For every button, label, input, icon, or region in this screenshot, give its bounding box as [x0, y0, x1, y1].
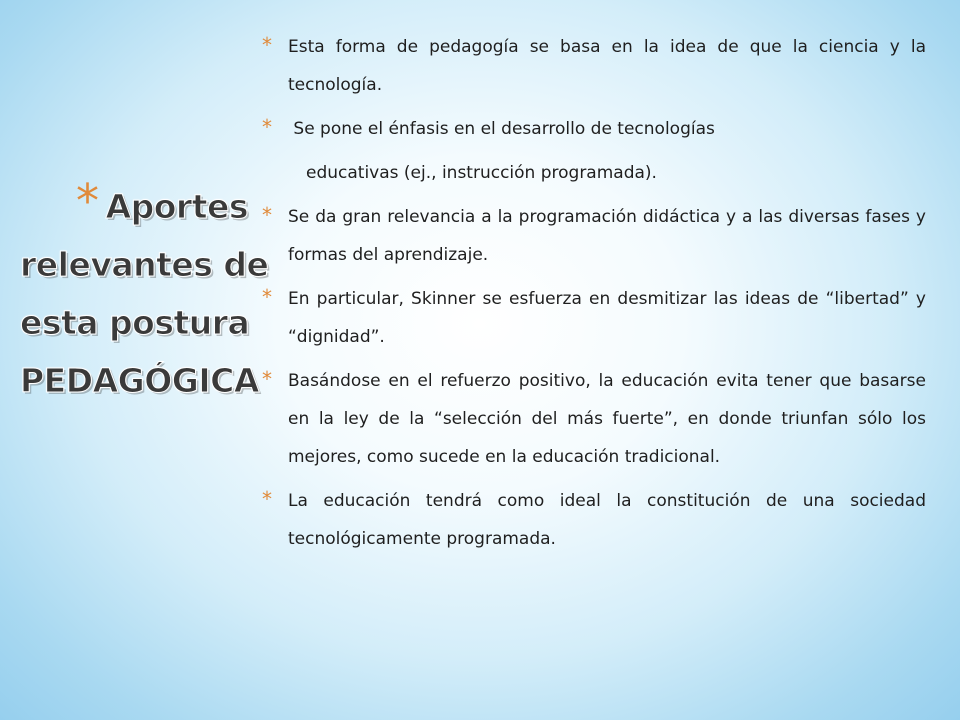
bullet-text: En particular, Skinner se esfuerza en desmitizar las ideas de “libertad” y “dignidad”. — [288, 289, 926, 347]
bullet-text: Esta forma de pedagogía se basa en la idea de que la ciencia y la tecnología. — [288, 37, 926, 95]
bullet-item — [262, 362, 926, 476]
slide-title — [20, 174, 269, 410]
bullet-text: Se da gran relevancia a la programación didáctica y a las diversas fases y formas del aprendizaje. — [288, 207, 926, 265]
bullet-item — [262, 110, 926, 148]
bullet-item — [262, 482, 926, 558]
bullet-text: Basándose en el refuerzo positivo, la educación evita tener que basarse en la ley de la “selección del más fuerte”, en donde triunfan sólo los mejores, como sucede en la educación tradicional. — [288, 371, 926, 467]
bullet-item — [262, 280, 926, 356]
bullet-star-icon: * — [262, 33, 272, 57]
title-bullet-star-icon: * — [76, 174, 99, 228]
bullet-item — [262, 198, 926, 274]
title-line: esta postura — [20, 303, 250, 342]
bullet-star-icon: * — [262, 487, 272, 511]
bullet-star-icon: * — [262, 367, 272, 391]
bullet-item — [262, 28, 926, 104]
bullet-list — [262, 28, 926, 558]
bullet-continuation: educativas (ej., instrucción programada). — [306, 163, 657, 183]
bullet-text: La educación tendrá como ideal la constitución de una sociedad tecnológicamente programada. — [288, 491, 926, 549]
title-line: Aportes — [105, 187, 248, 226]
bullet-text: Se pone el énfasis en el desarrollo de tecnologías — [288, 119, 715, 139]
bullet-star-icon: * — [262, 203, 272, 227]
bullet-star-icon: * — [262, 115, 272, 139]
title-line: relevantes de — [20, 245, 269, 284]
title-line: PEDAGÓGICA — [20, 361, 259, 400]
bullet-star-icon: * — [262, 285, 272, 309]
